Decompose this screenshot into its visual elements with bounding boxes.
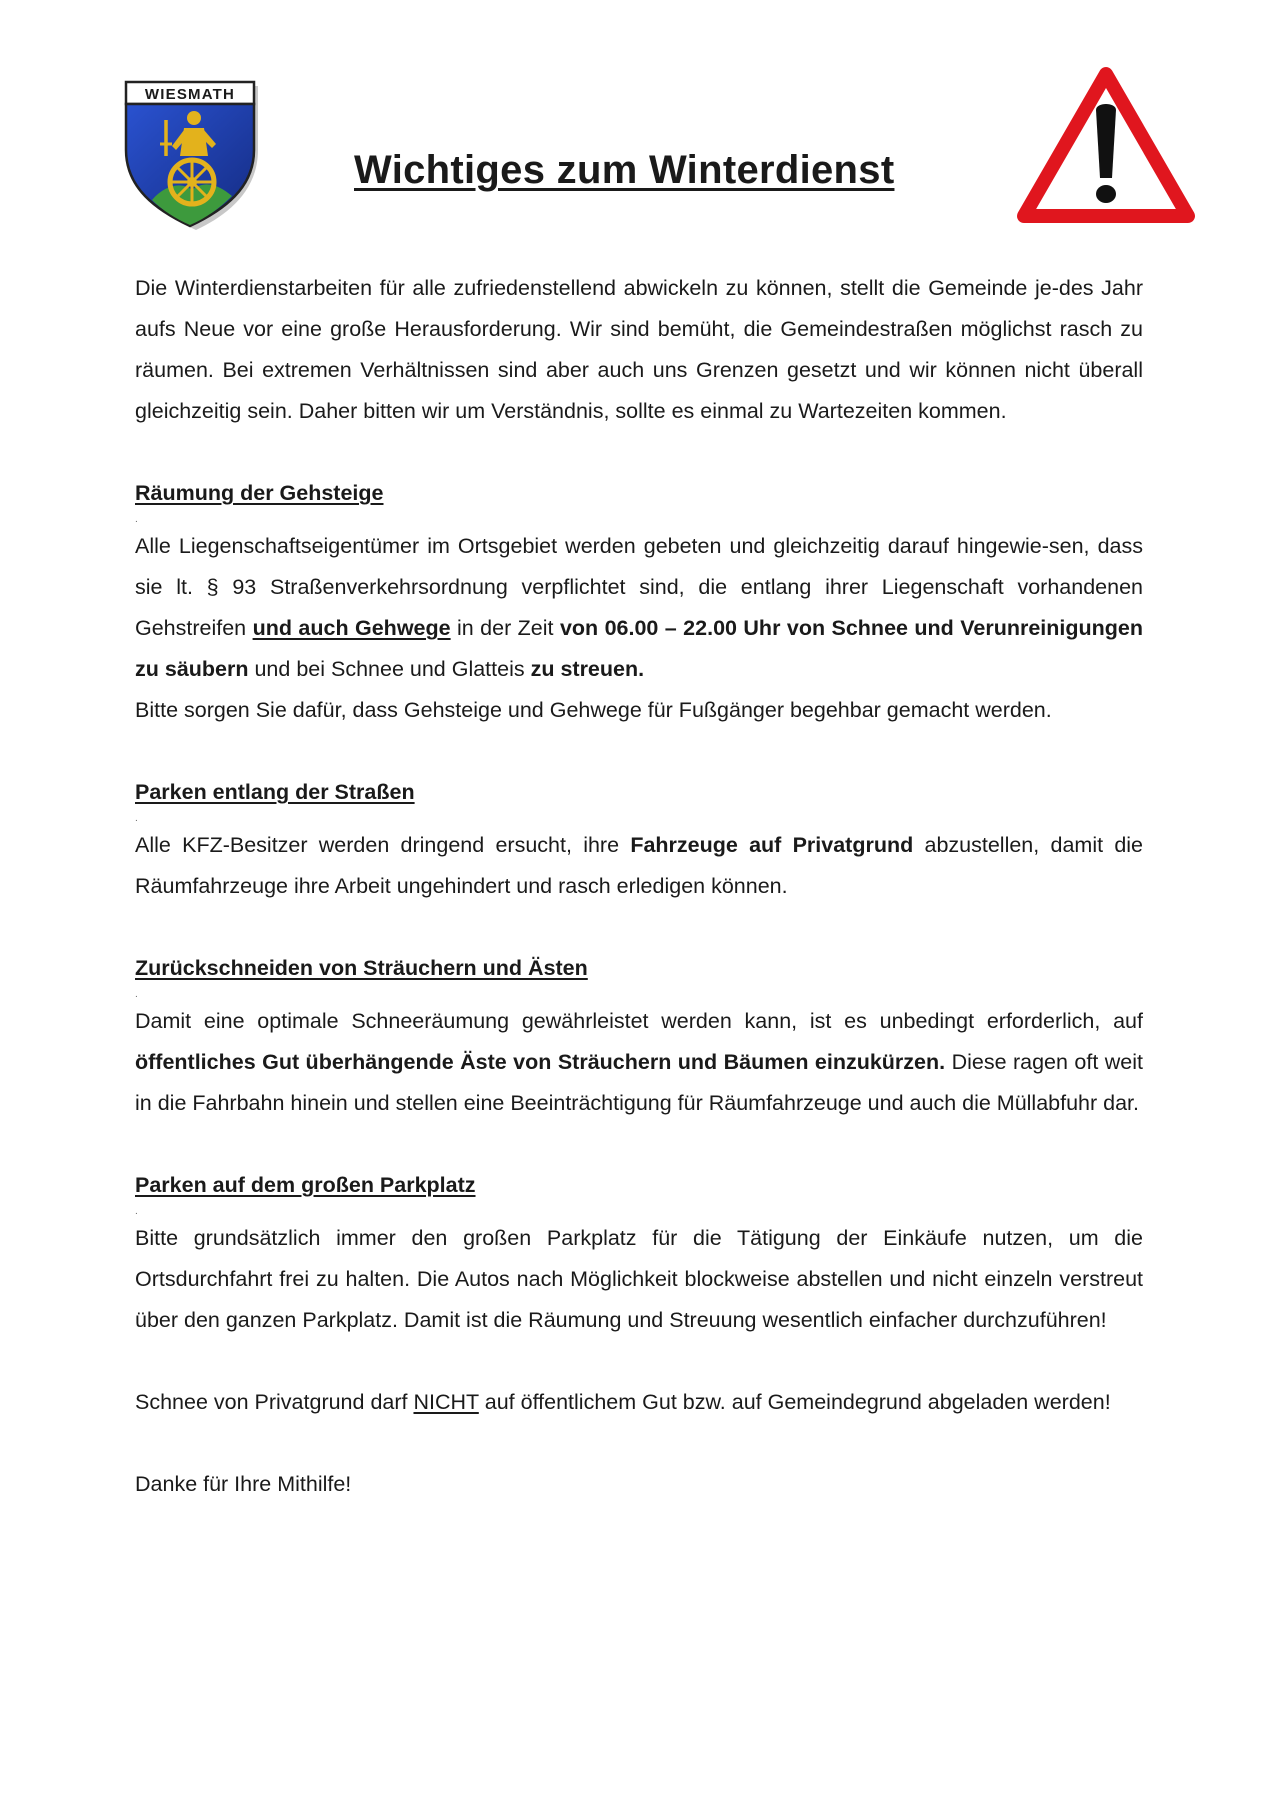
section-paragraph-straeucher (135, 1001, 1143, 1124)
dot-marker: . (135, 813, 138, 824)
section-paragraph-parkplatz: Bitte grundsätzlich immer den großen Parkplatz für die Tätigung der Einkäufe nutzen, um die Ortsdurchfahrt frei zu halten. Die Autos nach Möglichkeit blockweise abstellen und nicht einzeln verstreut über den ganzen Parkplatz. Damit ist die Räumung und Streuung wesentlich einfacher durchzuführen! (135, 1226, 1143, 1332)
dot-marker: . (135, 989, 138, 1000)
text-run: Alle KFZ-Besitzer werden dringend ersucht, ihre (135, 833, 631, 857)
section-heading-parkplatz: Parken auf dem großen Parkplatz (135, 1173, 476, 1197)
text-run: Alle Liegenschaftseigentümer im Ortsgebiet werden gebeten und gleichzeitig darauf hingewie-sen, dass sie lt. § 93 Straßenverkehrsordnung verpflichtet sind, die entlang ihrer Liegenschaft vorhandenen Gehstreifen (135, 534, 1143, 640)
text-run: abzustellen, damit die Räumfahrzeuge ihre Arbeit ungehindert und rasch erledigen können. (135, 833, 1144, 898)
text-run: Schnee von Privatgrund darf (135, 1390, 414, 1414)
section-paragraph-parken-strassen (135, 825, 1143, 907)
page-title: Wichtiges zum Winterdienst (354, 148, 895, 192)
document-body (135, 268, 1143, 1505)
closing-line: Danke für Ihre Mithilfe! (135, 1472, 352, 1496)
wiesmath-crest-logo (122, 80, 262, 232)
text-run: Diese ragen oft weit in die Fahrbahn hinein und stellen eine Beeinträchtigung für Räumfahrzeuge und auch die Müllabfuhr dar. (135, 1050, 1143, 1115)
section-heading-straeucher: Zurückschneiden von Sträuchern und Ästen (135, 956, 588, 980)
text-run: in der Zeit (450, 616, 560, 640)
crest-label: WIESMATH (144, 86, 236, 103)
warning-sign-icon (1016, 66, 1196, 226)
text-run: und bei Schnee und Glatteis (248, 657, 531, 681)
text-run: Damit eine optimale Schneeräumung gewährleistet werden kann, ist es unbedingt erforderlich, auf (135, 1009, 1143, 1033)
intro-paragraph: Die Winterdienstarbeiten für alle zufriedenstellend abwickeln zu können, stellt die Gemeinde je-des Jahr aufs Neue vor eine große Herausforderung. Wir sind bemüht, die Gemeindestraßen möglichst rasch zu räumen. Bei extremen Verhältnissen sind aber auch uns Grenzen gesetzt und wir können nicht überall gleichzeitig sein. Daher bitten wir um Verständnis, sollte es einmal zu Wartezeiten kommen. (135, 276, 1143, 423)
emphasis-underline: und auch Gehwege (252, 616, 451, 640)
text-run: auf öffentlichem Gut bzw. auf Gemeindegrund abgeladen werden! (478, 1390, 1111, 1414)
emphasis-bold: Fahrzeuge auf Privatgrund (630, 833, 914, 857)
dot-marker: . (135, 514, 138, 525)
dot-marker: . (135, 1206, 138, 1217)
emphasis-bold: zu streuen. (530, 657, 645, 681)
emphasis-bold: öffentliches Gut überhängende Äste von Sträuchern und Bäumen einzukürzen. (135, 1050, 946, 1074)
emphasis-bold: von 06.00 – 22.00 Uhr von Schnee und Verunreinigungen zu säubern (135, 616, 1143, 681)
notice-paragraph (135, 1382, 1143, 1423)
emphasis-underline: NICHT (413, 1390, 479, 1414)
section-paragraph-gehsteige-note: Bitte sorgen Sie dafür, dass Gehsteige und Gehwege für Fußgänger begehbar gemacht werden. (135, 698, 1052, 722)
section-heading-parken-strassen: Parken entlang der Straßen (135, 780, 415, 804)
section-heading-gehsteige: Räumung der Gehsteige (135, 481, 384, 505)
section-paragraph-gehsteige (135, 526, 1143, 690)
